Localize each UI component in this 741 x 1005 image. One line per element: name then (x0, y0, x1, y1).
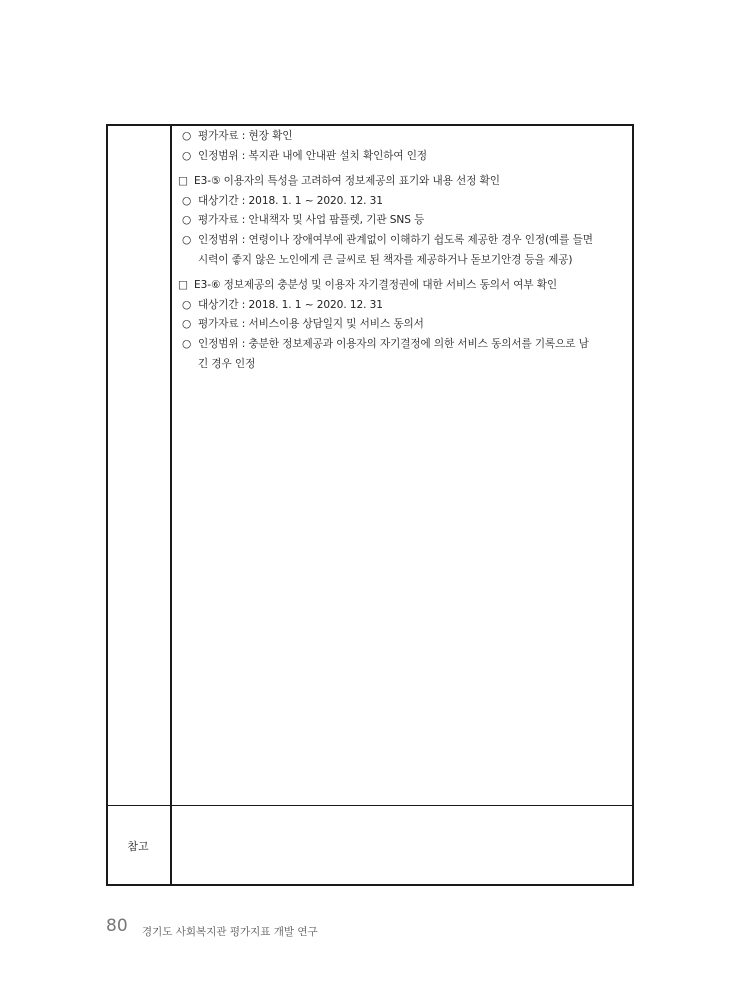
criteria-line: ○ 인정범위 : 복지관 내에 안내판 설치 확인하여 인정 (182, 149, 428, 162)
criteria-line: ○ 대상기간 : 2018. 1. 1 ~ 2020. 12. 31 (182, 298, 383, 311)
criteria-line-continued: 시력이 좋지 않은 노인에게 큰 글씨로 된 책자를 제공하거나 돋보기안경 등을 제공) (198, 253, 573, 266)
section-header-e3-6: □ E3-⑥ 정보제공의 충분성 및 이용자 자기결정권에 대한 서비스 동의서 여부 확인 (178, 279, 558, 292)
criteria-line: ○ 평가자료 : 서비스이용 상담일지 및 서비스 동의서 (182, 318, 424, 331)
criteria-line: ○ 대상기간 : 2018. 1. 1 ~ 2020. 12. 31 (182, 194, 383, 207)
page-number: 80 (106, 916, 128, 936)
criteria-line: ○ 평가자료 : 현장 확인 (182, 130, 293, 142)
row-divider (106, 805, 634, 806)
reference-label: 참고 (127, 840, 149, 853)
criteria-line: ○ 인정범위 : 충분한 정보제공과 이용자의 자기결정에 의한 서비스 동의서를 기록으로 남 (182, 337, 589, 350)
criteria-line-continued: 긴 경우 인정 (198, 357, 256, 370)
section-header-e3-5: □ E3-⑤ 이용자의 특성을 고려하여 정보제공의 표기와 내용 선정 확인 (178, 175, 500, 188)
footer-title: 경기도 사회복지관 평가지표 개발 연구 (142, 926, 318, 938)
criteria-line: ○ 인정범위 : 연령이나 장애여부에 관계없이 이해하기 쉽도록 제공한 경우 인정(예를 들면 (182, 233, 593, 246)
criteria-line: ○ 평가자료 : 안내책자 및 사업 팜플렛, 기관 SNS 등 (182, 214, 425, 227)
column-divider (170, 124, 172, 886)
criteria-content (178, 127, 630, 374)
